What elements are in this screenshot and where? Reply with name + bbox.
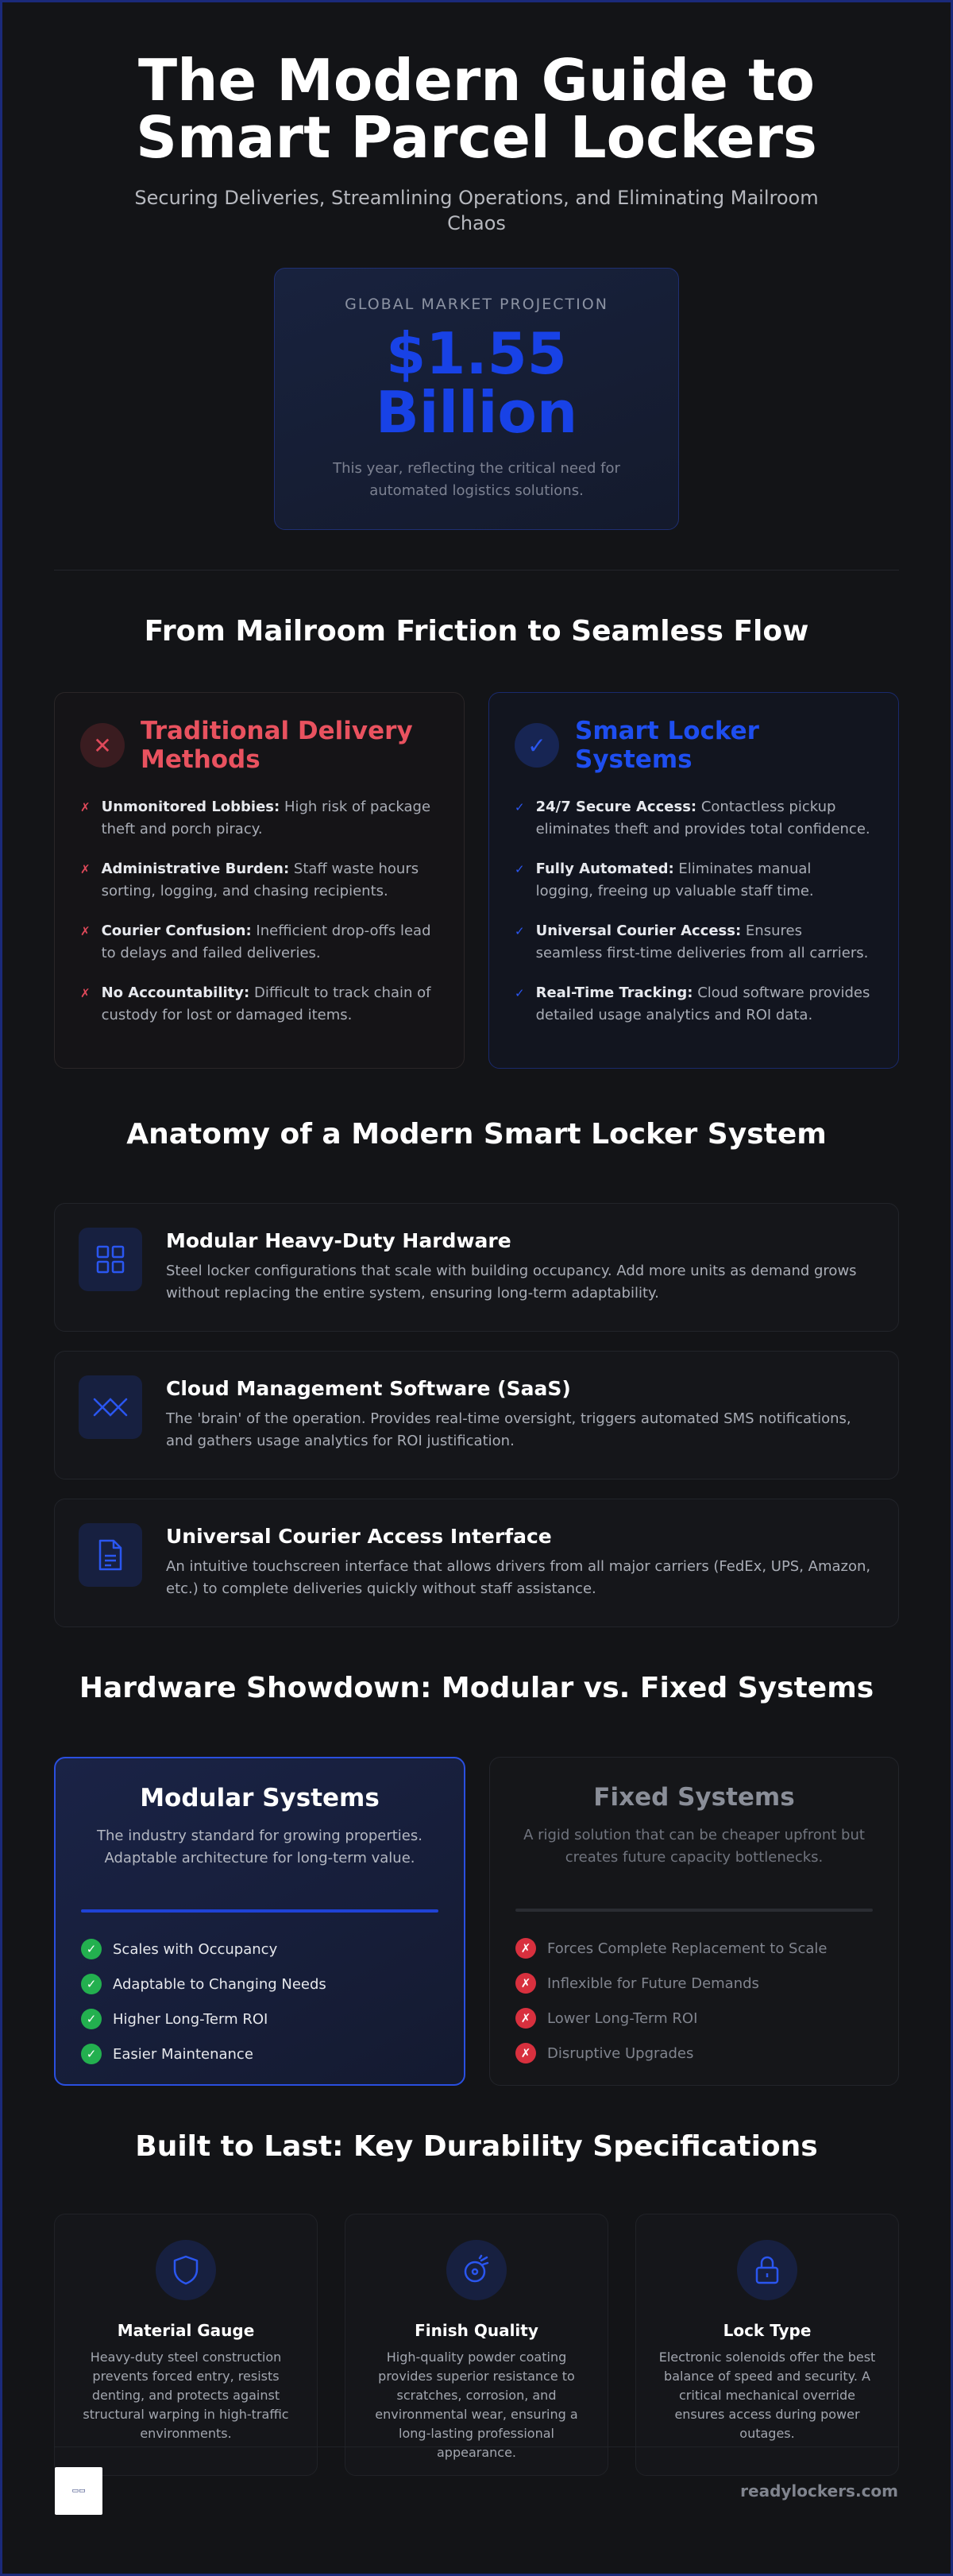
spec-text: High-quality powder coating provides superior resistance to scratches, corrosion, and environmental wear, ensuring a long-lasting professional appearance.	[375, 2350, 578, 2460]
fixed-bar	[515, 1909, 873, 1912]
spec-title: Finish Quality	[415, 2321, 538, 2340]
showdown-section	[54, 1757, 899, 2086]
list-item: ✗ Lower Long-Term ROI	[515, 2001, 873, 2036]
durability-title: Built to Last: Key Durability Specifications	[135, 2130, 818, 2163]
x-mark-icon: ✗	[80, 986, 91, 1000]
anatomy-card-title: Cloud Management Software (SaaS)	[166, 1377, 571, 1400]
check-circle-icon: ✓	[81, 1939, 102, 1959]
page-subtitle: Securing Deliveries, Streamlining Operations, and Eliminating Mailroom Chaos	[134, 187, 819, 234]
document-icon	[79, 1523, 142, 1587]
lock-icon	[737, 2240, 797, 2300]
grid-icon	[79, 1228, 142, 1291]
smart-list	[515, 796, 873, 1027]
x-circle-icon: ✗	[515, 2043, 536, 2064]
list-item: ✓ Scales with Occupancy	[81, 1932, 438, 1967]
check-mark-icon: ✓	[515, 862, 525, 876]
spec-title: Lock Type	[723, 2321, 812, 2340]
anatomy-card	[54, 1351, 899, 1479]
spec-card	[54, 2214, 318, 2476]
list-item: ✓ Universal Courier Access: Ensures seamless first-time deliveries from all carriers.	[515, 920, 873, 965]
list-item: ✓ Easier Maintenance	[81, 2036, 438, 2071]
spec-card	[635, 2214, 899, 2476]
anatomy-card	[54, 1499, 899, 1627]
modular-card	[54, 1757, 465, 2086]
check-circle-icon: ✓	[81, 2044, 102, 2064]
x-circle-icon: ✗	[515, 1938, 536, 1959]
market-description: This year, reflecting the critical need for automated logistics solutions.	[333, 460, 620, 499]
x-mark-icon: ✗	[80, 924, 91, 938]
header	[2, 2, 951, 530]
market-value: $1.55 Billion	[375, 320, 578, 446]
list-item: ✓ Higher Long-Term ROI	[81, 2002, 438, 2036]
list-item: ✓ Fully Automated: Eliminates manual logging, freeing up valuable staff time.	[515, 858, 873, 903]
check-mark-icon: ✓	[515, 986, 525, 1000]
spec-text: Heavy-duty steel construction prevents forced entry, resists denting, and protects against structural warping in high-traffic environments.	[83, 2350, 289, 2441]
fixed-title: Fixed Systems	[593, 1783, 795, 1812]
x-mark-icon: ✗	[80, 862, 91, 876]
anatomy-title: Anatomy of a Modern Smart Locker System	[126, 1118, 827, 1151]
spec-card	[345, 2214, 608, 2476]
list-item: ✓ Real-Time Tracking: Cloud software provides detailed usage analytics and ROI data.	[515, 982, 873, 1027]
check-circle-icon: ✓	[81, 2009, 102, 2029]
x-circle-icon: ✗	[515, 1973, 536, 1994]
anatomy-card-text: Steel locker configurations that scale with building occupancy. Add more units as demand grows without replacing the entire system, ensuring long-term adaptability.	[166, 1263, 857, 1302]
logo-text: ▭▭	[71, 2486, 86, 2495]
page-title: The Modern Guide to Smart Parcel Lockers	[136, 47, 817, 171]
anatomy-card-title: Modular Heavy-Duty Hardware	[166, 1229, 511, 1252]
modular-description: The industry standard for growing properties. Adaptable architecture for long-term value.	[97, 1828, 422, 1866]
comparison-title: From Mailroom Friction to Seamless Flow	[144, 615, 809, 648]
showdown-title: Hardware Showdown: Modular vs. Fixed Systems	[79, 1672, 874, 1704]
comparison-section	[54, 692, 899, 1069]
fixed-card	[489, 1757, 899, 2086]
market-label: GLOBAL MARKET PROJECTION	[345, 296, 608, 313]
spec-text: Electronic solenoids offer the best balance of speed and security. A critical mechanical override ensures access during power outages.	[658, 2350, 876, 2441]
traditional-card	[54, 692, 465, 1069]
traditional-list	[80, 796, 438, 1027]
list-item: ✗ Inflexible for Future Demands	[515, 1966, 873, 2001]
footer	[55, 2446, 898, 2534]
anatomy-card-text: An intuitive touchscreen interface that allows drivers from all major carriers (FedEx, UPS, Amazon, etc.) to complete deliveries quickly without staff assistance.	[166, 1558, 871, 1597]
logo[interactable]	[55, 2467, 102, 2515]
check-circle-icon: ✓	[81, 1974, 102, 1994]
list-item: ✗ Courier Confusion: Inefficient drop-offs lead to delays and failed deliveries.	[80, 920, 438, 965]
paint-icon	[446, 2240, 507, 2300]
modular-list	[81, 1932, 438, 2071]
list-item: ✗ Unmonitored Lobbies: High risk of package theft and porch piracy.	[80, 796, 438, 841]
spec-title: Material Gauge	[117, 2321, 255, 2340]
list-item: ✗ Administrative Burden: Staff waste hours sorting, logging, and chasing recipients.	[80, 858, 438, 903]
shield-icon	[156, 2240, 216, 2300]
x-mark-icon: ✗	[80, 800, 91, 814]
list-item: ✗ Forces Complete Replacement to Scale	[515, 1931, 873, 1966]
check-mark-icon: ✓	[515, 800, 525, 814]
modular-bar	[81, 1909, 438, 1913]
durability-section	[54, 2214, 899, 2476]
site-link[interactable]: readylockers.com	[740, 2481, 898, 2501]
anatomy-section	[54, 1203, 899, 1627]
divider	[54, 570, 899, 571]
network-icon	[79, 1375, 142, 1439]
market-card	[274, 268, 679, 530]
check-mark-icon: ✓	[515, 924, 525, 938]
list-item: ✓ Adaptable to Changing Needs	[81, 1967, 438, 2002]
smart-card	[488, 692, 899, 1069]
modular-title: Modular Systems	[140, 1784, 380, 1812]
smart-title: Smart Locker Systems	[575, 717, 759, 774]
list-item: ✗ No Accountability: Difficult to track chain of custody for lost or damaged items.	[80, 982, 438, 1027]
anatomy-card-text: The 'brain' of the operation. Provides real-time oversight, triggers automated SMS notifications, and gathers usage analytics for ROI justification.	[166, 1410, 851, 1449]
x-icon: ✕	[80, 723, 125, 768]
fixed-description: A rigid solution that can be cheaper upfront but creates future capacity bottlenecks.	[523, 1827, 865, 1866]
anatomy-card-title: Universal Courier Access Interface	[166, 1525, 552, 1548]
traditional-title: Traditional Delivery Methods	[141, 717, 413, 774]
list-item: ✗ Disruptive Upgrades	[515, 2036, 873, 2071]
fixed-list	[515, 1931, 873, 2071]
x-circle-icon: ✗	[515, 2008, 536, 2029]
check-icon: ✓	[515, 723, 559, 768]
anatomy-card	[54, 1203, 899, 1332]
list-item: ✓ 24/7 Secure Access: Contactless pickup eliminates theft and provides total confidence.	[515, 796, 873, 841]
